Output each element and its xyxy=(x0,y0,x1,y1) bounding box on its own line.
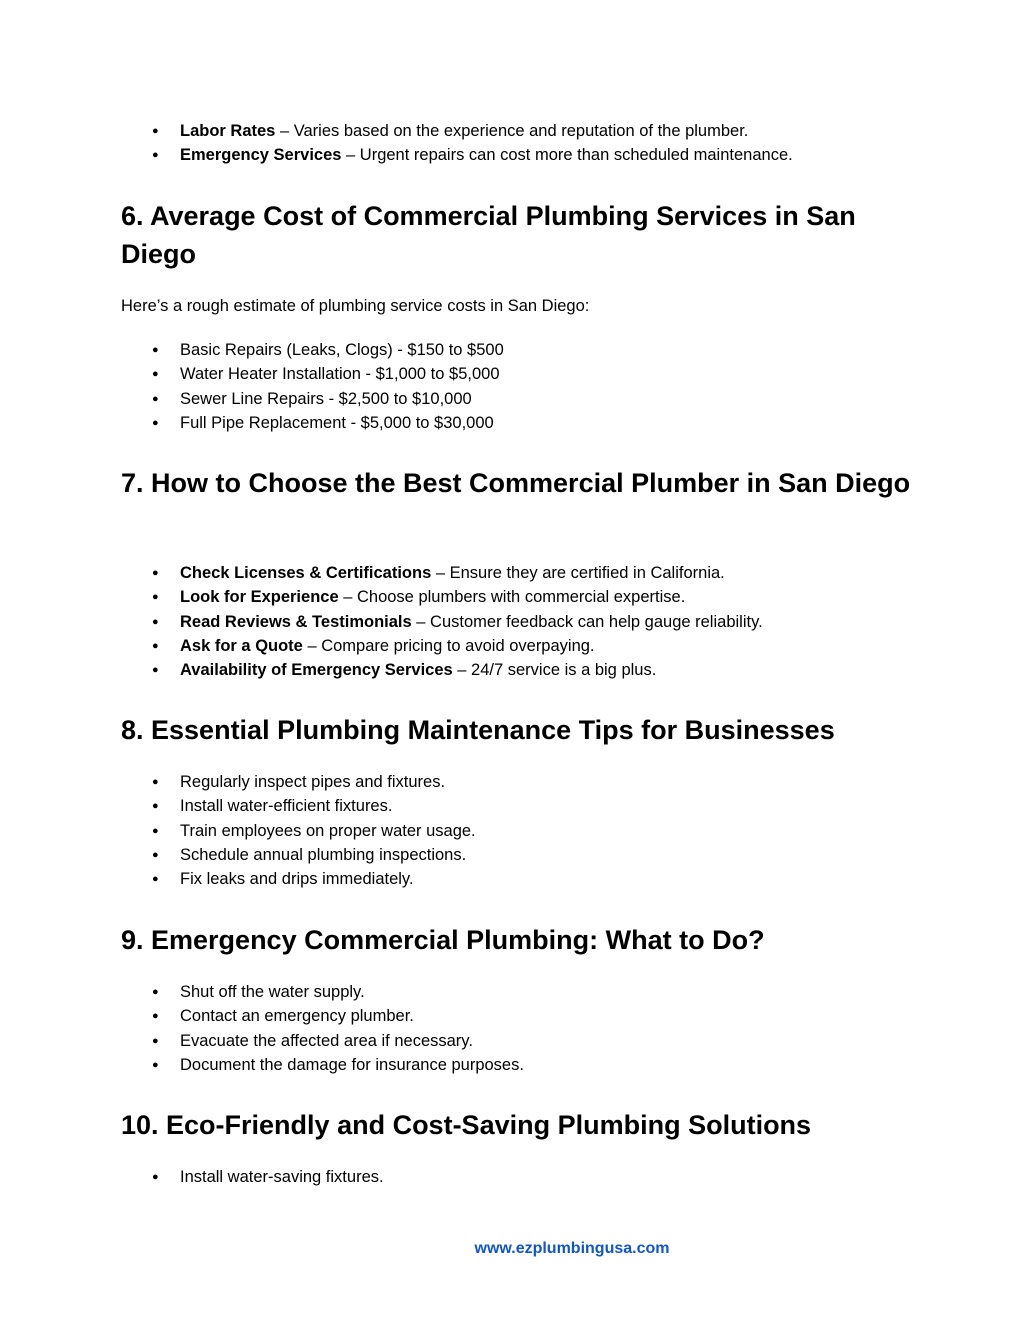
list-item-term: Ask for a Quote xyxy=(180,636,303,655)
list-item-term: Read Reviews & Testimonials xyxy=(180,612,412,631)
list-item-term: Check Licenses & Certifications xyxy=(180,564,432,582)
list-item-text: Train employees on proper water usage. xyxy=(180,821,476,840)
list-item xyxy=(150,338,950,362)
list-item-text: Fix leaks and drips immediately. xyxy=(180,870,414,889)
list-item xyxy=(150,1029,950,1053)
section-6-list xyxy=(150,338,950,435)
bullet-icon: ● xyxy=(152,776,159,788)
list-item xyxy=(150,585,950,609)
bullet-icon: ● xyxy=(152,615,159,628)
section-8-list xyxy=(150,770,950,891)
bullet-icon: ● xyxy=(152,416,159,429)
bullet-icon: ● xyxy=(152,1034,159,1047)
list-item-text: – Ensure they are certified in California. xyxy=(431,564,725,582)
list-item-text: – Choose plumbers with commercial expertise. xyxy=(338,588,686,607)
list-item xyxy=(150,819,950,843)
list-item xyxy=(150,1165,950,1189)
bullet-icon: ● xyxy=(152,125,159,137)
list-item-text: – Customer feedback can help gauge reliability. xyxy=(411,612,763,631)
list-item-text: Sewer Line Repairs - $2,500 to $10,000 xyxy=(180,389,472,408)
bullet-icon: ● xyxy=(152,591,159,604)
list-item-term: Look for Experience xyxy=(180,588,339,607)
list-item xyxy=(150,387,950,411)
intro-list xyxy=(150,119,950,168)
bullet-icon: ● xyxy=(152,848,159,861)
section-8-heading: 8. Essential Plumbing Maintenance Tips for Businesses xyxy=(121,715,835,745)
bullet-icon: ● xyxy=(152,824,159,837)
section-9-list xyxy=(150,980,950,1077)
list-item-text: – Urgent repairs can cost more than scheduled maintenance. xyxy=(341,146,793,165)
list-item-text: Evacuate the affected area if necessary. xyxy=(180,1031,473,1050)
section-9-heading: 9. Emergency Commercial Plumbing: What to Do? xyxy=(121,925,765,955)
list-item-text: Install water-saving fixtures. xyxy=(180,1168,384,1186)
bullet-icon: ● xyxy=(152,639,159,652)
list-item xyxy=(150,411,950,435)
bullet-icon: ● xyxy=(152,567,159,579)
section-10-list xyxy=(150,1165,950,1189)
list-item xyxy=(150,143,950,167)
list-item xyxy=(150,119,950,143)
list-item xyxy=(150,1053,950,1077)
bullet-icon: ● xyxy=(152,1010,159,1023)
footer-link[interactable]: www.ezplumbingusa.com xyxy=(474,1240,670,1257)
list-item-text: Contact an emergency plumber. xyxy=(180,1007,414,1026)
list-item xyxy=(150,634,950,658)
list-item-text: Water Heater Installation - $1,000 to $5,000 xyxy=(180,365,500,384)
list-item-text: – Varies based on the experience and reputation of the plumber. xyxy=(275,122,749,140)
list-item xyxy=(150,867,950,891)
list-item xyxy=(150,794,950,818)
list-item-text: Regularly inspect pipes and fixtures. xyxy=(180,773,446,791)
list-item xyxy=(150,658,950,682)
bullet-icon: ● xyxy=(152,664,159,677)
list-item xyxy=(150,362,950,386)
list-item-text: Install water-efficient fixtures. xyxy=(180,797,393,816)
list-item-text: – 24/7 service is a big plus. xyxy=(452,661,657,680)
bullet-icon: ● xyxy=(152,986,159,998)
list-item-text: Schedule annual plumbing inspections. xyxy=(180,845,467,864)
section-6-intro: Here’s a rough estimate of plumbing service costs in San Diego: xyxy=(121,297,590,315)
list-item xyxy=(150,980,950,1004)
bullet-icon: ● xyxy=(152,800,159,813)
list-item-term: Availability of Emergency Services xyxy=(180,661,453,680)
list-item xyxy=(150,843,950,867)
bullet-icon: ● xyxy=(152,873,159,886)
bullet-icon: ● xyxy=(152,149,159,162)
bullet-icon: ● xyxy=(152,392,159,405)
list-item-text: Basic Repairs (Leaks, Clogs) - $150 to $500 xyxy=(180,341,504,359)
list-item xyxy=(150,610,950,634)
list-item-text: – Compare pricing to avoid overpaying. xyxy=(302,636,595,655)
list-item-text: Shut off the water supply. xyxy=(180,983,365,1001)
section-6-heading: 6. Average Cost of Commercial Plumbing Services in San Diego xyxy=(121,201,856,269)
list-item xyxy=(150,1004,950,1028)
list-item xyxy=(150,561,950,585)
section-7-list xyxy=(150,561,950,682)
list-item-term: Labor Rates xyxy=(180,122,276,140)
bullet-icon: ● xyxy=(152,1058,159,1071)
bullet-icon: ● xyxy=(152,1171,159,1183)
list-item-term: Emergency Services xyxy=(180,146,342,165)
list-item xyxy=(150,770,950,794)
list-item-text: Full Pipe Replacement - $5,000 to $30,000 xyxy=(180,413,494,432)
section-10-heading: 10. Eco-Friendly and Cost-Saving Plumbing Solutions xyxy=(121,1110,812,1140)
list-item-text: Document the damage for insurance purposes. xyxy=(180,1055,524,1074)
section-7-heading: 7. How to Choose the Best Commercial Plumber in San Diego xyxy=(121,468,911,498)
bullet-icon: ● xyxy=(152,344,159,356)
bullet-icon: ● xyxy=(152,368,159,381)
